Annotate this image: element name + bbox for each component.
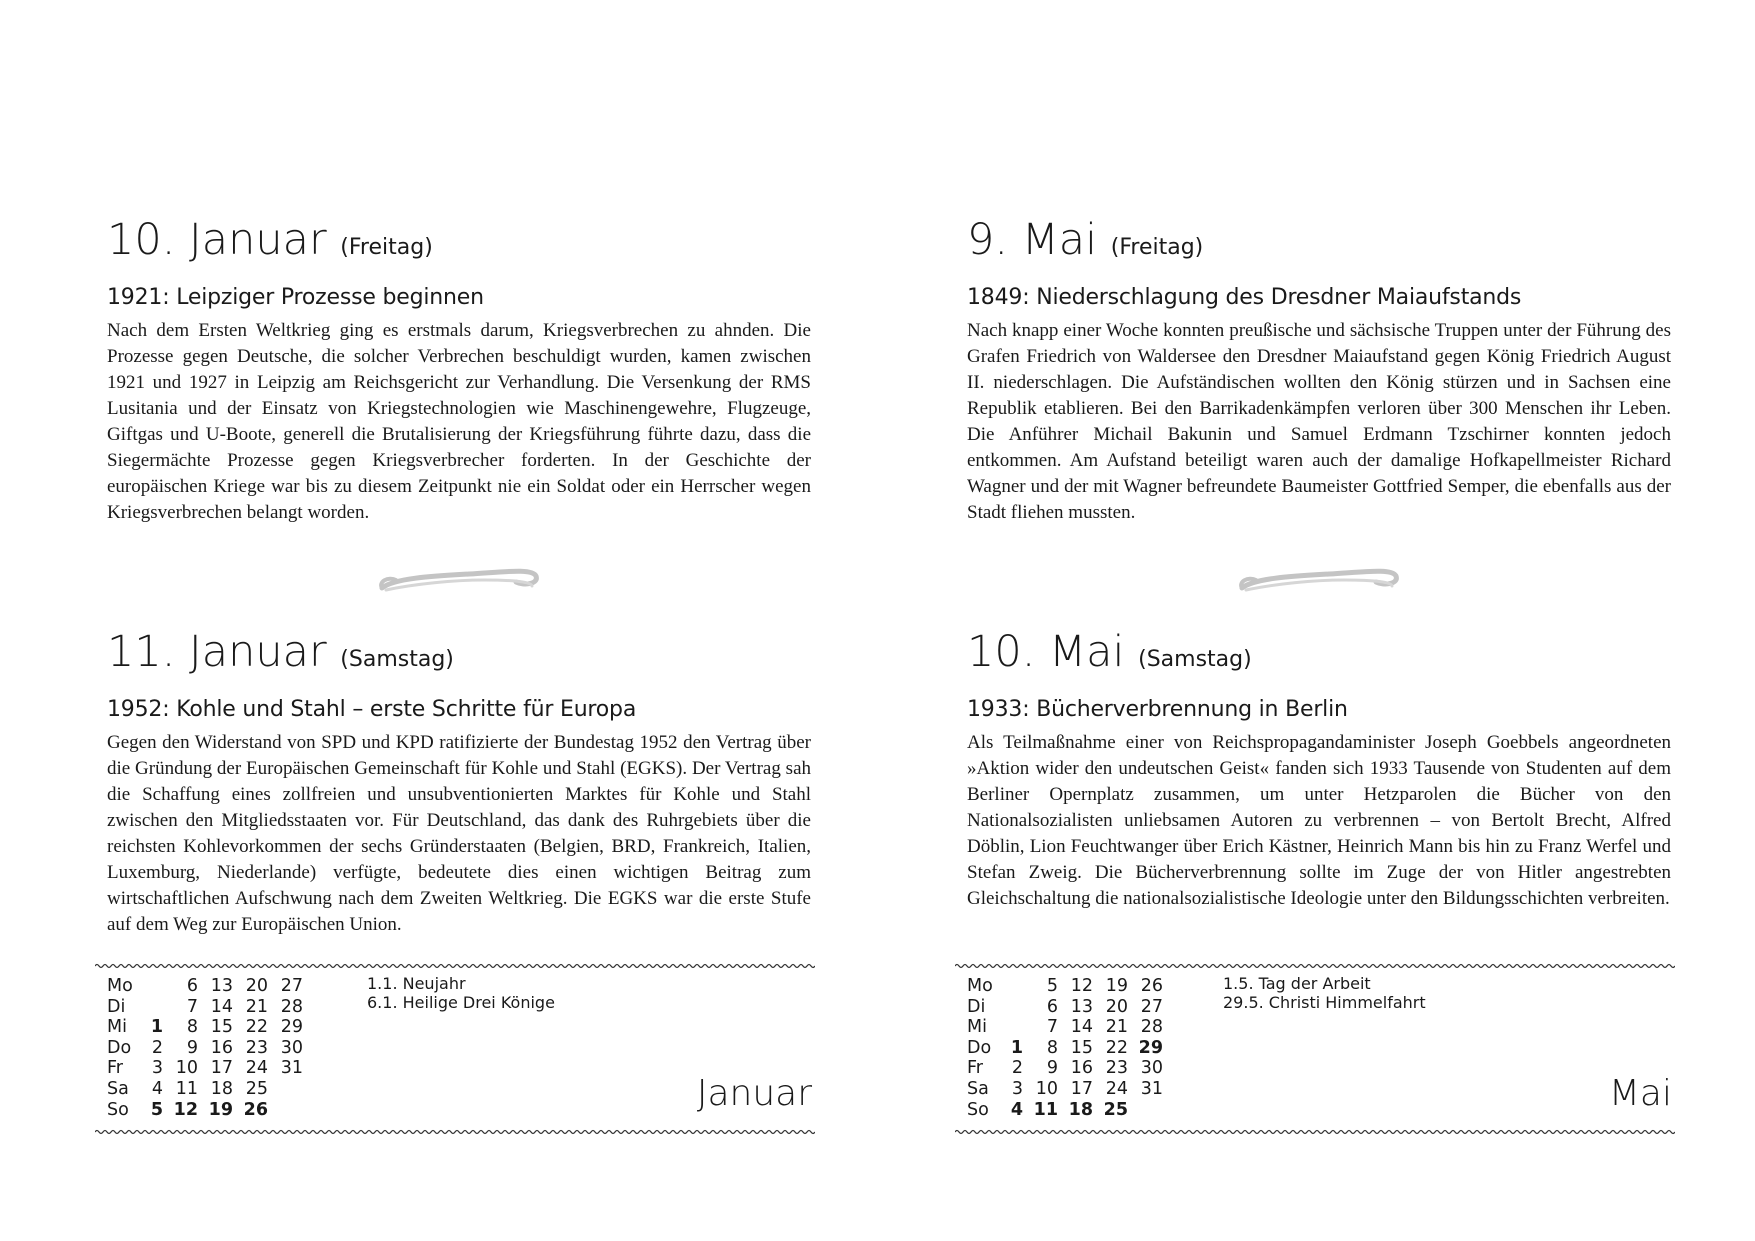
- calendar-day-holiday: 1: [150, 1017, 163, 1038]
- weekday-abbrev: Mi: [967, 1017, 987, 1038]
- weekday-label: (Samstag): [1138, 647, 1252, 672]
- weekday-abbrev: Do: [107, 1037, 132, 1058]
- calendar-day: 24: [1105, 1078, 1128, 1099]
- calendar-day: [1007, 976, 1023, 997]
- calendar-day-holiday: 12: [173, 1099, 198, 1120]
- calendar-day: 7: [186, 996, 198, 1017]
- event-text: Als Teilmaßnahme einer von Reichspropagandaminister Joseph Goebbels angeordneten »Aktion wider den undeutschen Geist« fanden sich 1933 Tausende von Studenten auf dem Berliner Opernplatz zusammen, um unter Hetzparolen die Bücher von den Nationalsozialisten unliebsamen Autoren zu verbrennen – von Bertolt Brecht, Alfred Döblin, Lion Feuchtwanger über Erich Kästner, Heinrich Mann bis hin zu Franz Werfel und Stefan Zweig. Die Bücherverbrennung sollte im Zuge der von Hitler angestrebten Gleichschaltung die nationalsozialistische Ideologie unter den Bildungsschichten verbreiten.: [967, 732, 1671, 909]
- date-label: 10. Mai: [967, 627, 1125, 677]
- event-headline: 1849: Niederschlagung des Dresdner Maiaufstands: [967, 285, 1522, 310]
- calendar-day: 2: [1011, 1058, 1023, 1079]
- calendar-day-holiday: 26: [243, 1099, 268, 1120]
- calendar-day-holiday: 25: [1103, 1099, 1128, 1120]
- calendar-day: [268, 1079, 303, 1100]
- calendar-day: 8: [1046, 1037, 1058, 1058]
- calendar-day-holiday: 18: [1068, 1099, 1093, 1120]
- weekday-label: (Samstag): [340, 647, 454, 672]
- calendar-day: [1007, 997, 1023, 1018]
- wave-divider: [955, 962, 1675, 970]
- holiday-item: 1.1. Neujahr: [367, 974, 466, 993]
- calendar-day: 12: [1070, 976, 1093, 996]
- calendar-day: 2: [151, 1037, 163, 1058]
- calendar-day: 10: [1035, 1078, 1058, 1099]
- calendar-day: 15: [210, 1017, 233, 1038]
- holiday-item: 6.1. Heilige Drei Könige: [367, 993, 555, 1012]
- calendar-day-holiday: 29: [1138, 1037, 1163, 1058]
- weekday-abbrev: Fr: [967, 1058, 983, 1079]
- day-title: [967, 626, 1671, 686]
- calendar-day: [1128, 1100, 1163, 1121]
- calendar-day: 30: [280, 1037, 303, 1058]
- calendar-day: [147, 976, 163, 997]
- calendar-day: [268, 1100, 303, 1121]
- month-calendar: [967, 976, 1163, 1120]
- calendar-day: 22: [1105, 1037, 1128, 1058]
- weekday-abbrev: So: [107, 1099, 129, 1120]
- weekday-abbrev: So: [967, 1099, 989, 1120]
- calendar-row: [107, 1058, 303, 1079]
- weekday-abbrev: Do: [967, 1037, 992, 1058]
- day-entry: [967, 626, 1671, 912]
- calendar-day: 4: [151, 1078, 163, 1099]
- month-name: Mai: [1608, 1073, 1672, 1114]
- calendar-day: 10: [175, 1058, 198, 1079]
- calendar-day: [1007, 1017, 1023, 1038]
- calendar-day: 27: [280, 976, 303, 996]
- calendar-day: 3: [1011, 1078, 1023, 1099]
- month-name: Januar: [696, 1073, 812, 1114]
- calendar-day: 21: [1105, 1017, 1128, 1038]
- weekday-label: (Freitag): [340, 235, 433, 260]
- calendar-day: 6: [186, 976, 198, 996]
- calendar-day: 28: [280, 996, 303, 1017]
- calendar-day: 24: [245, 1058, 268, 1079]
- calendar-day-holiday: 11: [1033, 1099, 1058, 1120]
- event-text: Gegen den Widerstand von SPD und KPD ratifizierte der Bundestag 1952 den Vertrag über die Gründung der Europäischen Gemeinschaft für Kohle und Stahl (EGKS). Der Vertrag sah die Schaffung eines zollfreien und unsubventionierten Marktes für Kohle und Stahl zwischen den Mitgliedsstaaten vor. Für Deutschland, das dank des Ruhrgebiets über die reichsten Kohlevorkommen der sechs Gründerstaaten (Belgien, BRD, Frankreich, Italien, Luxemburg, Niederlande) verfügte, bedeutete dies einen wichtigen Beitrag zum wirtschaftlichen Aufschwung nach dem Zweiten Weltkrieg. Die EGKS war die erste Stufe auf dem Weg zur Europäischen Union.: [107, 732, 811, 935]
- calendar-day: 20: [1105, 996, 1128, 1017]
- calendar-day: 26: [1140, 976, 1163, 996]
- day-title: [107, 626, 811, 686]
- event-headline: 1933: Bücherverbrennung in Berlin: [967, 697, 1348, 722]
- day-title: [107, 214, 811, 274]
- flourish-ornament: [374, 560, 544, 600]
- calendar-row: [967, 997, 1163, 1018]
- holiday-item: 29.5. Christi Himmelfahrt: [1223, 993, 1426, 1012]
- calendar-row: [107, 976, 303, 997]
- calendar-day: 18: [210, 1078, 233, 1099]
- calendar-day: 7: [1046, 1017, 1058, 1038]
- date-label: 11. Januar: [107, 627, 327, 677]
- event-text: Nach knapp einer Woche konnten preußische und sächsische Truppen unter der Führung des Grafen Friedrich von Waldersee den Dresdner Maiaufstand gegen König Friedrich August II. niederschlagen. Die Aufständischen wollten den König stürzen und in Sachsen eine Republik etablieren. Bei den Barrikadenkämpfen verloren über 300 Menschen ihr Leben. Die Anführer Michail Bakunin und Samuel Erdmann Tzschirner konnten jedoch entkommen. Am Aufstand beteiligt waren auch der damalige Hofkapellmeister Richard Wagner und der mit Wagner befreundete Baumeister Gottfried Semper, die ebenfalls aus der Stadt fliehen mussten.: [967, 320, 1671, 523]
- calendar-day: 9: [186, 1037, 198, 1058]
- month-calendar: [107, 976, 303, 1120]
- calendar-day: 25: [245, 1078, 268, 1099]
- calendar-day: 23: [245, 1037, 268, 1058]
- calendar-day: 31: [280, 1058, 303, 1079]
- event-headline: 1921: Leipziger Prozesse beginnen: [107, 285, 484, 310]
- calendar-row: [967, 1058, 1163, 1079]
- calendar-day: 8: [186, 1017, 198, 1038]
- weekday-abbrev: Mi: [107, 1017, 127, 1038]
- calendar-day: 28: [1140, 1017, 1163, 1038]
- weekday-abbrev: Sa: [967, 1078, 989, 1099]
- calendar-day: 17: [1070, 1078, 1093, 1099]
- event-headline: 1952: Kohle und Stahl – erste Schritte für Europa: [107, 697, 637, 722]
- calendar-row: [967, 1079, 1163, 1100]
- weekday-abbrev: Di: [967, 996, 986, 1017]
- calendar-day: [147, 997, 163, 1018]
- calendar-day: 13: [210, 976, 233, 996]
- calendar-day: 16: [210, 1037, 233, 1058]
- event-text: Nach dem Ersten Weltkrieg ging es erstmals darum, Kriegsverbrechen zu ahnden. Die Prozesse gegen Deutsche, die solcher Verbrechen beschuldigt wurden, kamen zwischen 1921 und 1927 in Leipzig am Reichsgericht zur Verhandlung. Die Versenkung der RMS Lusitania und der Einsatz von Kriegstechnologien wie Maschinengewehre, Flugzeuge, Giftgas und U-Boote, generell die Brutalisierung der Kriegsführung führte dazu, dass die Siegermächte Prozesse gegen Kriegsverbrecher forderten. In der Geschichte der europäischen Kriege war bis zu diesem Zeitpunkt nie ein Soldat oder ein Herrscher wegen Kriegsverbrechen belangt worden.: [107, 320, 811, 523]
- wave-divider: [95, 1128, 815, 1136]
- calendar-day-holiday: 19: [208, 1099, 233, 1120]
- weekday-abbrev: Mo: [107, 976, 133, 996]
- calendar-day: 15: [1070, 1037, 1093, 1058]
- calendar-day: 30: [1140, 1058, 1163, 1079]
- calendar-day: 11: [175, 1078, 198, 1099]
- calendar-row: [967, 1017, 1163, 1038]
- holiday-list: [367, 974, 555, 1012]
- calendar-day: 13: [1070, 996, 1093, 1017]
- holiday-item: 1.5. Tag der Arbeit: [1223, 974, 1371, 993]
- calendar-day: 29: [280, 1017, 303, 1038]
- wave-divider: [95, 962, 815, 970]
- calendar-day: 31: [1140, 1078, 1163, 1099]
- day-entry: [107, 626, 811, 938]
- day-entry: [107, 214, 811, 526]
- calendar-row: [107, 1017, 303, 1038]
- calendar-day: 19: [1105, 976, 1128, 996]
- day-title: [967, 214, 1671, 274]
- calendar-day: 17: [210, 1058, 233, 1079]
- page-left: [0, 0, 877, 1241]
- calendar-row: [107, 1079, 303, 1100]
- page-right: [860, 0, 1737, 1241]
- calendar-day: 27: [1140, 996, 1163, 1017]
- calendar-day: 23: [1105, 1058, 1128, 1079]
- date-label: 9. Mai: [967, 215, 1098, 265]
- calendar-row: [967, 1100, 1163, 1121]
- calendar-day: 5: [1046, 976, 1058, 996]
- flourish-ornament: [1234, 560, 1404, 600]
- calendar-day: 16: [1070, 1058, 1093, 1079]
- calendar-day-holiday: 5: [150, 1099, 163, 1120]
- weekday-label: (Freitag): [1110, 235, 1204, 260]
- calendar-row: [967, 976, 1163, 997]
- day-entry: [967, 214, 1671, 526]
- calendar-day-holiday: 1: [1010, 1037, 1023, 1058]
- holiday-list: [1223, 974, 1426, 1012]
- date-label: 10. Januar: [107, 215, 327, 265]
- weekday-abbrev: Mo: [967, 976, 993, 996]
- calendar-day: 20: [245, 976, 268, 996]
- calendar-day: 6: [1046, 996, 1058, 1017]
- calendar-row: [107, 1038, 303, 1059]
- weekday-abbrev: Sa: [107, 1078, 129, 1099]
- calendar-day: 14: [1070, 1017, 1093, 1038]
- calendar-day: 22: [245, 1017, 268, 1038]
- calendar-day: 3: [151, 1058, 163, 1079]
- weekday-abbrev: Fr: [107, 1058, 123, 1079]
- calendar-day-holiday: 4: [1010, 1099, 1023, 1120]
- calendar-day: 9: [1046, 1058, 1058, 1079]
- calendar-row: [107, 997, 303, 1018]
- calendar-row: [107, 1100, 303, 1121]
- wave-divider: [955, 1128, 1675, 1136]
- calendar-day: 21: [245, 996, 268, 1017]
- calendar-row: [967, 1038, 1163, 1059]
- calendar-day: 14: [210, 996, 233, 1017]
- weekday-abbrev: Di: [107, 996, 126, 1017]
